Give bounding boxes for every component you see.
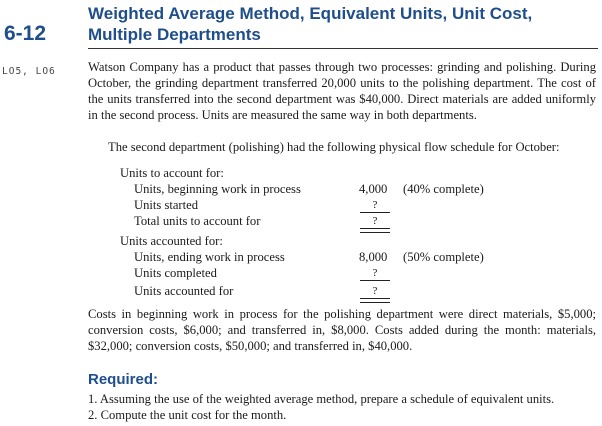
- schedule-accounted-value: ?: [372, 285, 378, 297]
- required-item-2: 2. Compute the unit cost for the month.: [88, 408, 287, 422]
- required-heading: Required:: [88, 371, 159, 388]
- problem-paragraph-2: The second department (polishing) had the following physical flow schedule for October:: [108, 140, 560, 154]
- schedule-end-wip-note: (50% complete): [403, 250, 484, 264]
- schedule-started-value: ?: [372, 199, 378, 211]
- schedule-completed-label: Units completed: [134, 266, 217, 280]
- schedule-beg-wip-value: 4,000: [359, 182, 388, 196]
- schedule-started-label: Units started: [134, 198, 199, 212]
- schedule-underline: [360, 212, 390, 213]
- schedule-completed-value: ?: [372, 267, 378, 279]
- schedule-underline: [360, 280, 390, 281]
- schedule-total-value: ?: [372, 215, 378, 227]
- schedule-end-wip-value: 8,000: [359, 250, 388, 264]
- schedule-heading-to-account: Units to account for:: [120, 166, 224, 180]
- problem-number: 6-12: [4, 22, 47, 45]
- schedule-beg-wip-note: (40% complete): [403, 182, 484, 196]
- title-rule: [88, 48, 598, 49]
- required-item-1: 1. Assuming the use of the weighted average method, prepare a schedule of equivalent units.: [88, 392, 555, 406]
- learning-objectives: LO5, LO6: [2, 66, 56, 77]
- schedule-double-underline: [360, 298, 390, 303]
- schedule-accounted-label: Units accounted for: [134, 284, 234, 298]
- schedule-beg-wip-label: Units, beginning work in process: [134, 182, 301, 196]
- schedule-total-label: Total units to account for: [134, 214, 261, 228]
- schedule-end-wip-label: Units, ending work in process: [134, 250, 285, 264]
- problem-title: Weighted Average Method, Equivalent Units, Unit Cost, Multiple Departments: [88, 4, 533, 44]
- schedule-heading-accounted: Units accounted for:: [120, 234, 223, 248]
- problem-paragraph-3: Costs in beginning work in process for the polishing department were direct materials, $5,000; conversion costs, $6,000; and transferred in, $8,000. Costs added during the month: materials, $32,000; conversion costs, $50,000; and transferred in, $40,000.: [88, 307, 596, 353]
- problem-paragraph-1: Watson Company has a product that passes through two processes: grinding and polishing. During October, the grinding department transferred 20,000 units to the polishing department. The cost of the units transferred into the second department was $40,000. Direct materials are added uniformly in the second process. Units are measured the same way in both departments.: [88, 60, 596, 122]
- schedule-double-underline: [360, 228, 390, 233]
